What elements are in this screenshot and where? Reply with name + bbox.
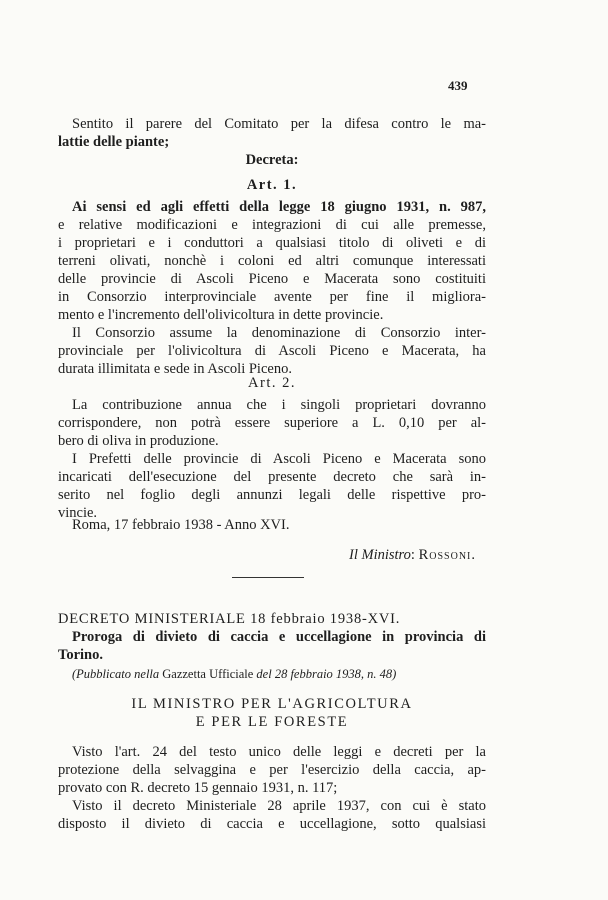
article-2-line: La contribuzione annua che i singoli proprietari dovranno (72, 397, 486, 413)
minister-name: Rossoni. (418, 547, 476, 563)
article-2-para2-line: vincie. (58, 505, 98, 521)
decree-2-subject-line-1: Proroga di divieto di caccia e uccellagione in provincia di (72, 629, 486, 645)
signoff (58, 516, 486, 564)
article-2-para2-line: incaricati dell'esecuzione del presente decreto che sarà in- (58, 469, 486, 485)
publication-suffix: del 28 febbraio 1938, n. 48) (256, 667, 397, 681)
article-1-line: in Consorzio interprovinciale avente per fine il migliora- (58, 289, 486, 305)
decree-2-line: disposto il divieto di caccia e uccellagione, sotto qualsiasi (58, 816, 486, 832)
intro-line-1: Sentito il parere del Comitato per la difesa contro le ma- (72, 116, 486, 132)
decree-2-line: provato con R. decreto 15 gennaio 1931, n. 117; (58, 780, 338, 796)
article-1-para2-line: Il Consorzio assume la denominazione di Consorzio inter- (72, 325, 486, 341)
article-2-heading: Art. 2. (248, 375, 296, 391)
signoff-date: Roma, 17 febbraio 1938 - Anno XVI. (72, 517, 290, 533)
article-1-line: Ai sensi ed agli effetti della legge 18 giugno 1931, n. 987, (72, 199, 486, 215)
decree-2-heading: DECRETO MINISTERIALE 18 febbraio 1938-XVI. (58, 611, 401, 627)
article-2-line: corrispondere, non potrà essere superiore a L. 0,10 per al- (58, 415, 486, 431)
decree-2-line: protezione della selvaggina e per l'esercizio della caccia, ap- (58, 762, 486, 778)
article-1-line: mento e l'incremento dell'olivicoltura in dette provincie. (58, 307, 384, 323)
decree-2-publication-note (58, 665, 486, 683)
article-1-heading: Art. 1. (246, 177, 298, 193)
article-2 (58, 374, 486, 522)
intro-line-2: lattie delle piante; (58, 134, 170, 150)
publication-gazette: Gazzetta Ufficiale (162, 667, 254, 681)
article-1-line: i proprietari e i conduttori a qualsiasi titolo di oliveti e di (58, 235, 486, 251)
article-2-line: bero di oliva in produzione. (58, 433, 219, 449)
article-1-para2-line: provinciale per l'olivicoltura di Ascoli Piceno e Macerata, ha (58, 343, 486, 359)
article-1-line: delle provincie di Ascoli Piceno e Macerata sono costituiti (58, 271, 486, 287)
article-1-para2-line: durata illimitata e sede in Ascoli Piceno. (58, 361, 292, 377)
ministry-heading-line-2: E PER LE FORESTE (195, 714, 349, 730)
minister-title: Il Ministro (349, 547, 411, 563)
decree-2 (58, 610, 486, 833)
ministry-heading-line-1: IL MINISTRO PER L'AGRICOLTURA (131, 696, 413, 712)
intro-section (58, 115, 486, 169)
article-2-para2-line: serito nel foglio degli annunzi legali delle rispettive pro- (58, 487, 486, 503)
decree-2-line: Visto l'art. 24 del testo unico delle leggi e decreti per la (72, 744, 486, 760)
article-1-line: terreni olivati, nonchè i coloni ed altri comunque interessati (58, 253, 486, 269)
publication-prefix: (Pubblicato nella (72, 667, 160, 681)
page-number: 439 (448, 78, 468, 93)
decree-2-line: Visto il decreto Ministeriale 28 aprile 1937, con cui è stato (72, 798, 486, 814)
section-divider (232, 577, 304, 578)
decreta-heading: Decreta: (245, 152, 299, 168)
article-1-line: e relative modificazioni e integrazioni di cui alle premesse, (58, 217, 486, 233)
decree-2-subject-line-2: Torino. (58, 647, 103, 663)
article-2-para2-line: I Prefetti delle provincie di Ascoli Piceno e Macerata sono (72, 451, 486, 467)
signoff-signature: Il Ministro: Rossoni. (349, 547, 476, 563)
article-1 (58, 176, 486, 378)
